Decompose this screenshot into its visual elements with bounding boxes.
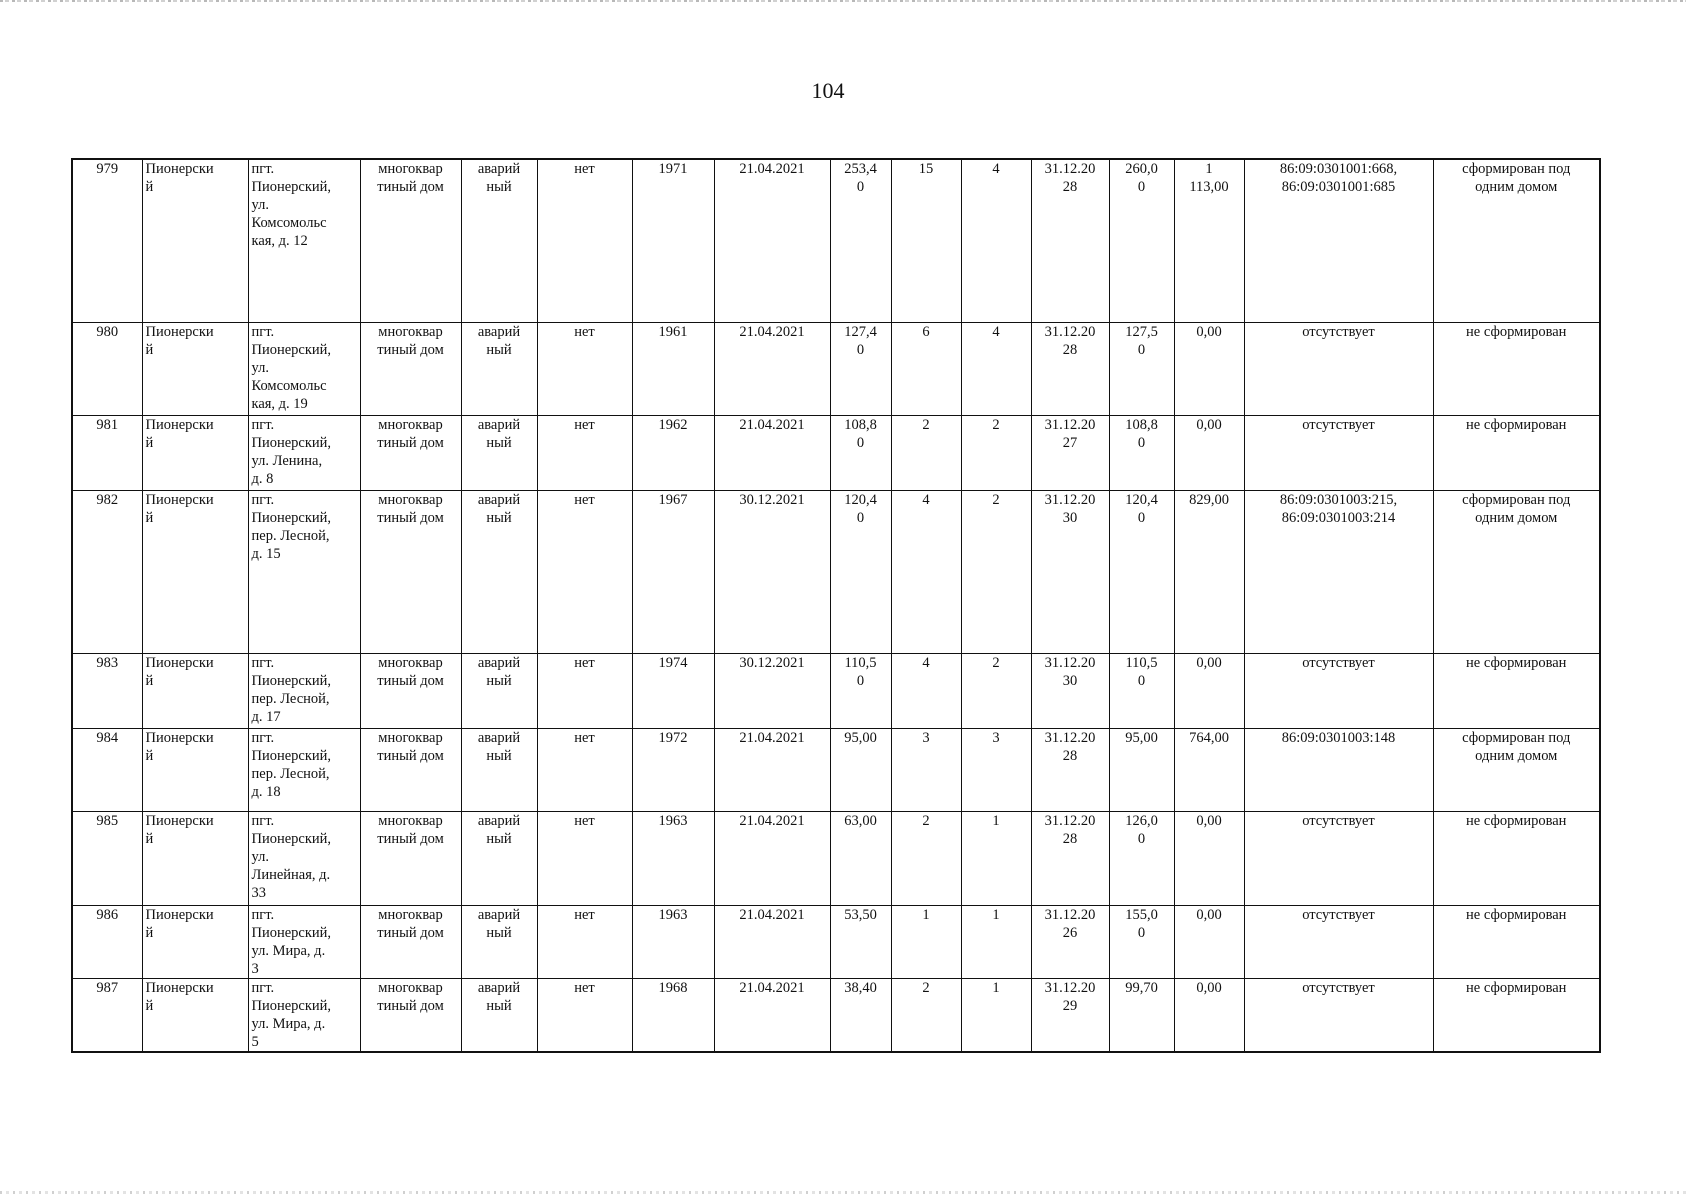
area-cell: 108,8 0	[830, 415, 891, 490]
decision-date-cell: 21.04.2021	[714, 159, 830, 322]
address-cell: пгт. Пионерский, ул. Мира, д. 3	[248, 905, 360, 978]
address-cell: пгт. Пионерский, пер. Лесной, д. 18	[248, 728, 360, 811]
area-total-cell: 99,70	[1109, 978, 1174, 1052]
residents-cell: 2	[891, 978, 961, 1052]
cadastral-number-cell: 86:09:0301001:668, 86:09:0301001:685	[1244, 159, 1433, 322]
row-number: 984	[72, 728, 142, 811]
row-number: 983	[72, 653, 142, 728]
residents-cell: 2	[891, 415, 961, 490]
decision-date-cell: 21.04.2021	[714, 811, 830, 905]
flag-cell: нет	[537, 415, 632, 490]
address-cell: пгт. Пионерский, пер. Лесной, д. 17	[248, 653, 360, 728]
municipality-cell: Пионерски й	[142, 978, 248, 1052]
housing-registry-table	[71, 158, 1601, 1053]
land-status-cell: не сформирован	[1433, 978, 1600, 1052]
table-row	[72, 811, 1600, 905]
address-cell: пгт. Пионерский, ул. Линейная, д. 33	[248, 811, 360, 905]
apartments-cell: 1	[961, 905, 1031, 978]
residents-cell: 4	[891, 490, 961, 653]
cadastral-number-cell: отсутствует	[1244, 811, 1433, 905]
land-status-cell: не сформирован	[1433, 905, 1600, 978]
condition-cell: аварий ный	[461, 322, 537, 415]
decision-date-cell: 30.12.2021	[714, 490, 830, 653]
municipality-cell: Пионерски й	[142, 415, 248, 490]
residents-cell: 15	[891, 159, 961, 322]
deadline-cell: 31.12.20 28	[1031, 728, 1109, 811]
flag-cell: нет	[537, 322, 632, 415]
table-row	[72, 415, 1600, 490]
municipality-cell: Пионерски й	[142, 728, 248, 811]
condition-cell: аварий ный	[461, 728, 537, 811]
address-cell: пгт. Пионерский, пер. Лесной, д. 15	[248, 490, 360, 653]
deadline-cell: 31.12.20 28	[1031, 159, 1109, 322]
building-type-cell: многоквар тиный дом	[360, 653, 461, 728]
building-type-cell: многоквар тиный дом	[360, 159, 461, 322]
condition-cell: аварий ный	[461, 415, 537, 490]
area-cell: 53,50	[830, 905, 891, 978]
year-built-cell: 1972	[632, 728, 714, 811]
building-type-cell: многоквар тиный дом	[360, 728, 461, 811]
decision-date-cell: 21.04.2021	[714, 322, 830, 415]
residents-cell: 4	[891, 653, 961, 728]
land-status-cell: не сформирован	[1433, 811, 1600, 905]
decision-date-cell: 21.04.2021	[714, 415, 830, 490]
land-area-cell: 829,00	[1174, 490, 1244, 653]
residents-cell: 2	[891, 811, 961, 905]
land-area-cell: 764,00	[1174, 728, 1244, 811]
municipality-cell: Пионерски й	[142, 490, 248, 653]
table-row	[72, 490, 1600, 653]
deadline-cell: 31.12.20 28	[1031, 322, 1109, 415]
area-total-cell: 120,4 0	[1109, 490, 1174, 653]
area-cell: 120,4 0	[830, 490, 891, 653]
land-area-cell: 0,00	[1174, 905, 1244, 978]
deadline-cell: 31.12.20 29	[1031, 978, 1109, 1052]
flag-cell: нет	[537, 653, 632, 728]
municipality-cell: Пионерски й	[142, 905, 248, 978]
year-built-cell: 1963	[632, 905, 714, 978]
condition-cell: аварий ный	[461, 653, 537, 728]
apartments-cell: 4	[961, 322, 1031, 415]
condition-cell: аварий ный	[461, 490, 537, 653]
land-area-cell: 0,00	[1174, 653, 1244, 728]
address-cell: пгт. Пионерский, ул. Комсомольс кая, д. 19	[248, 322, 360, 415]
row-number: 982	[72, 490, 142, 653]
flag-cell: нет	[537, 490, 632, 653]
condition-cell: аварий ный	[461, 905, 537, 978]
apartments-cell: 4	[961, 159, 1031, 322]
year-built-cell: 1961	[632, 322, 714, 415]
building-type-cell: многоквар тиный дом	[360, 811, 461, 905]
area-total-cell: 108,8 0	[1109, 415, 1174, 490]
residents-cell: 3	[891, 728, 961, 811]
cadastral-number-cell: отсутствует	[1244, 415, 1433, 490]
decision-date-cell: 21.04.2021	[714, 978, 830, 1052]
area-cell: 127,4 0	[830, 322, 891, 415]
decision-date-cell: 30.12.2021	[714, 653, 830, 728]
cadastral-number-cell: отсутствует	[1244, 978, 1433, 1052]
building-type-cell: многоквар тиный дом	[360, 978, 461, 1052]
area-total-cell: 260,0 0	[1109, 159, 1174, 322]
flag-cell: нет	[537, 978, 632, 1052]
row-number: 980	[72, 322, 142, 415]
apartments-cell: 2	[961, 415, 1031, 490]
address-cell: пгт. Пионерский, ул. Мира, д. 5	[248, 978, 360, 1052]
area-cell: 110,5 0	[830, 653, 891, 728]
condition-cell: аварий ный	[461, 811, 537, 905]
area-cell: 95,00	[830, 728, 891, 811]
apartments-cell: 1	[961, 811, 1031, 905]
land-status-cell: сформирован под одним домом	[1433, 728, 1600, 811]
address-cell: пгт. Пионерский, ул. Комсомольс кая, д. 12	[248, 159, 360, 322]
building-type-cell: многоквар тиный дом	[360, 322, 461, 415]
condition-cell: аварий ный	[461, 159, 537, 322]
address-cell: пгт. Пионерский, ул. Ленина, д. 8	[248, 415, 360, 490]
land-area-cell: 0,00	[1174, 978, 1244, 1052]
cadastral-number-cell: отсутствует	[1244, 905, 1433, 978]
year-built-cell: 1967	[632, 490, 714, 653]
area-total-cell: 126,0 0	[1109, 811, 1174, 905]
year-built-cell: 1971	[632, 159, 714, 322]
area-total-cell: 155,0 0	[1109, 905, 1174, 978]
land-status-cell: не сформирован	[1433, 653, 1600, 728]
land-status-cell: сформирован под одним домом	[1433, 490, 1600, 653]
apartments-cell: 2	[961, 653, 1031, 728]
page-number: 104	[811, 78, 845, 103]
land-area-cell: 0,00	[1174, 811, 1244, 905]
table-row	[72, 322, 1600, 415]
area-cell: 38,40	[830, 978, 891, 1052]
flag-cell: нет	[537, 811, 632, 905]
area-total-cell: 127,5 0	[1109, 322, 1174, 415]
land-status-cell: не сформирован	[1433, 415, 1600, 490]
area-cell: 253,4 0	[830, 159, 891, 322]
decision-date-cell: 21.04.2021	[714, 728, 830, 811]
deadline-cell: 31.12.20 28	[1031, 811, 1109, 905]
table-row	[72, 159, 1600, 322]
row-number: 981	[72, 415, 142, 490]
land-area-cell: 1 113,00	[1174, 159, 1244, 322]
cadastral-number-cell: отсутствует	[1244, 653, 1433, 728]
row-number: 986	[72, 905, 142, 978]
area-total-cell: 95,00	[1109, 728, 1174, 811]
residents-cell: 1	[891, 905, 961, 978]
deadline-cell: 31.12.20 30	[1031, 490, 1109, 653]
table-row	[72, 728, 1600, 811]
decision-date-cell: 21.04.2021	[714, 905, 830, 978]
flag-cell: нет	[537, 159, 632, 322]
year-built-cell: 1962	[632, 415, 714, 490]
deadline-cell: 31.12.20 30	[1031, 653, 1109, 728]
table-row	[72, 653, 1600, 728]
municipality-cell: Пионерски й	[142, 159, 248, 322]
year-built-cell: 1963	[632, 811, 714, 905]
cadastral-number-cell: 86:09:0301003:148	[1244, 728, 1433, 811]
land-status-cell: сформирован под одним домом	[1433, 159, 1600, 322]
cadastral-number-cell: 86:09:0301003:215, 86:09:0301003:214	[1244, 490, 1433, 653]
land-status-cell: не сформирован	[1433, 322, 1600, 415]
table-row	[72, 978, 1600, 1052]
apartments-cell: 3	[961, 728, 1031, 811]
land-area-cell: 0,00	[1174, 415, 1244, 490]
residents-cell: 6	[891, 322, 961, 415]
area-cell: 63,00	[830, 811, 891, 905]
area-total-cell: 110,5 0	[1109, 653, 1174, 728]
municipality-cell: Пионерски й	[142, 811, 248, 905]
table-row	[72, 905, 1600, 978]
apartments-cell: 1	[961, 978, 1031, 1052]
municipality-cell: Пионерски й	[142, 322, 248, 415]
row-number: 987	[72, 978, 142, 1052]
table-body	[72, 159, 1600, 1052]
building-type-cell: многоквар тиный дом	[360, 415, 461, 490]
apartments-cell: 2	[961, 490, 1031, 653]
scan-edge-bottom	[0, 1191, 1686, 1194]
flag-cell: нет	[537, 728, 632, 811]
flag-cell: нет	[537, 905, 632, 978]
condition-cell: аварий ный	[461, 978, 537, 1052]
land-area-cell: 0,00	[1174, 322, 1244, 415]
deadline-cell: 31.12.20 27	[1031, 415, 1109, 490]
building-type-cell: многоквар тиный дом	[360, 905, 461, 978]
municipality-cell: Пионерски й	[142, 653, 248, 728]
year-built-cell: 1968	[632, 978, 714, 1052]
row-number: 979	[72, 159, 142, 322]
building-type-cell: многоквар тиный дом	[360, 490, 461, 653]
cadastral-number-cell: отсутствует	[1244, 322, 1433, 415]
deadline-cell: 31.12.20 26	[1031, 905, 1109, 978]
scan-edge-top	[0, 0, 1686, 2]
row-number: 985	[72, 811, 142, 905]
year-built-cell: 1974	[632, 653, 714, 728]
